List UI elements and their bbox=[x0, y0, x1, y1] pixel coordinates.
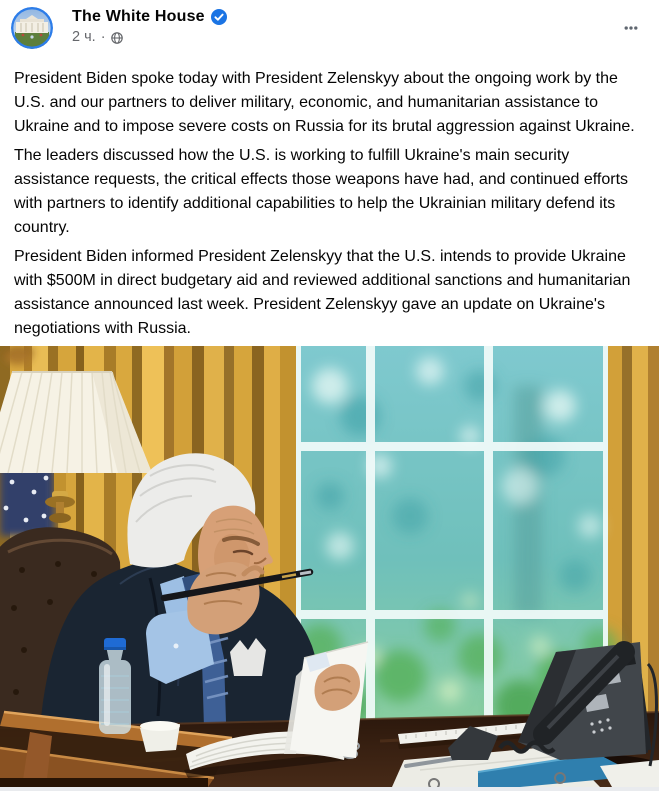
bottom-strip bbox=[0, 787, 659, 791]
post-text bbox=[0, 67, 659, 341]
post-meta bbox=[72, 29, 227, 45]
globe-public-icon bbox=[111, 32, 123, 44]
post-paragraph: The leaders discussed how the U.S. is working to fulfill Ukraine's main security assistance requests, the critical effects those weapons have had, and continued efforts with partners to identify additional capabilities to help the Ukrainian military defend its country. bbox=[14, 147, 629, 236]
more-options-button[interactable] bbox=[617, 16, 645, 40]
timestamp[interactable]: 2 ч. bbox=[72, 29, 96, 45]
post-paragraph: President Biden informed President Zelenskyy that the U.S. intends to provide Ukraine with $500M in direct budgetary aid and reviewed additional sanctions and humanitarian assistance announced last week. President Zelenskyy gave an update on Ukraine's negotiations with Russia. bbox=[14, 248, 631, 337]
post-paragraph: President Biden spoke today with President Zelenskyy about the ongoing work by the U.S. and our partners to deliver military, economic, and humanitarian assistance to Ukraine and to impose severe costs on Russia for its brutal aggression against Ukraine. bbox=[14, 70, 635, 135]
verified-badge-icon bbox=[211, 9, 227, 25]
page-name[interactable]: The White House bbox=[72, 8, 205, 25]
post-header bbox=[0, 0, 659, 54]
page-avatar[interactable] bbox=[11, 7, 53, 49]
ellipsis-horizontal-icon bbox=[623, 18, 639, 38]
meta-separator: · bbox=[100, 29, 106, 45]
cup bbox=[140, 721, 180, 752]
header-text bbox=[72, 7, 227, 54]
post-photo[interactable] bbox=[0, 346, 659, 787]
white-house-avatar-image bbox=[11, 7, 53, 49]
